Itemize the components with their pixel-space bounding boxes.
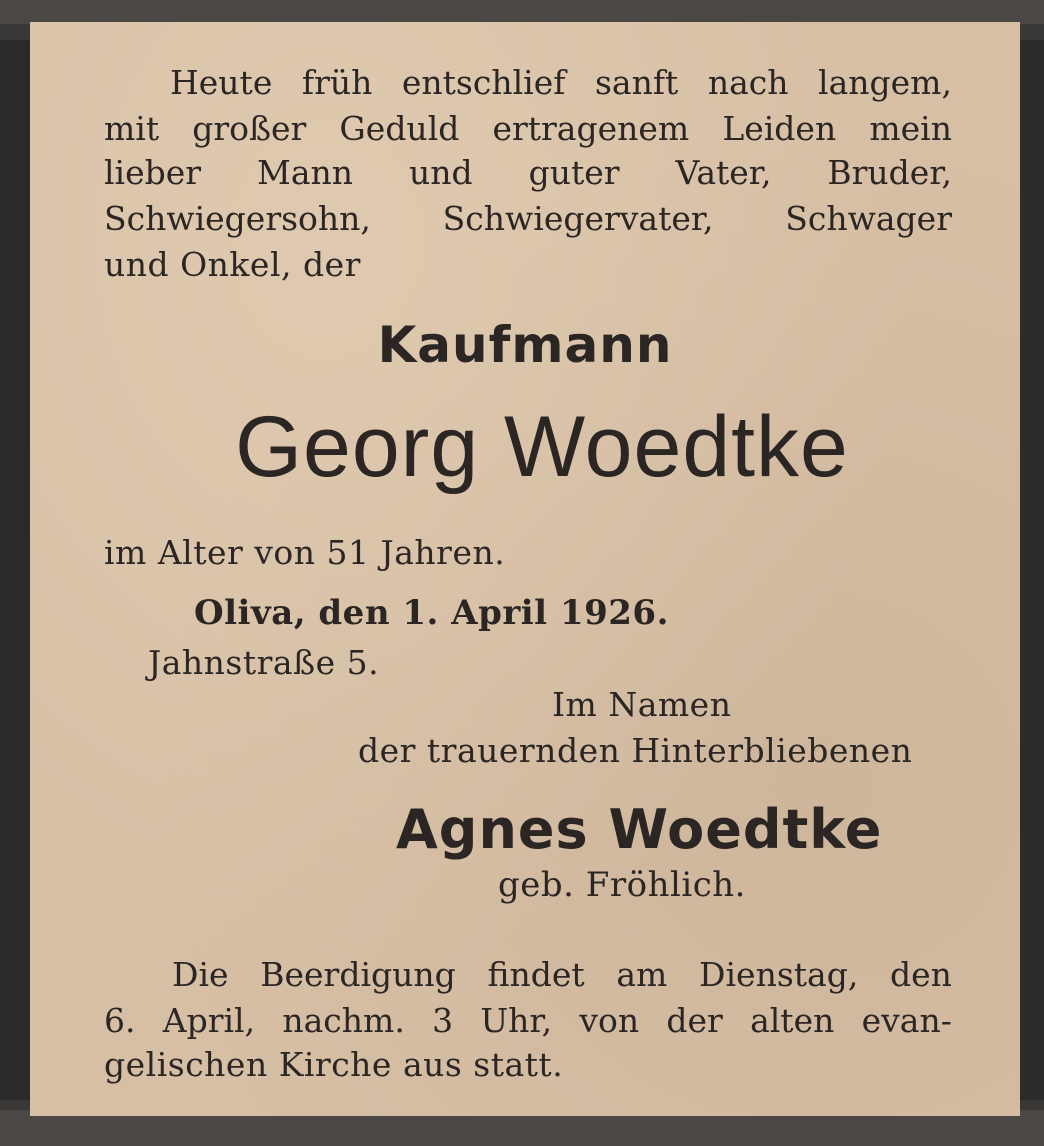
scan-border-top: [0, 0, 1044, 24]
deceased-name: Georg Woedtke: [235, 399, 849, 495]
signer-maiden-name: geb. Fröhlich.: [498, 865, 746, 905]
funeral-line-1: Die Beerdigung findet am Dienstag, den: [172, 955, 952, 994]
profession-title: Kaufmann: [377, 316, 673, 374]
intro-line-1: Heute früh entschlief sanft nach langem,: [170, 63, 952, 102]
signer-name: Agnes Woedtke: [396, 798, 883, 861]
age-line: im Alter von 51 Jahren.: [104, 533, 506, 572]
on-behalf-line-1: Im Namen: [552, 685, 732, 724]
scan-border-left: [0, 40, 32, 1100]
on-behalf-line-2: der trauernden Hinterbliebenen: [358, 731, 913, 770]
intro-line-4: Schwiegersohn, Schwiegervater, Schwager: [104, 199, 952, 238]
intro-line-5: und Onkel, der: [104, 245, 361, 284]
intro-line-3: lieber Mann und guter Vater, Bruder,: [104, 153, 952, 192]
funeral-line-2: 6. April, nachm. 3 Uhr, von der alten evan-: [104, 1001, 952, 1040]
funeral-line-3: gelischen Kirche aus statt.: [104, 1045, 564, 1084]
place-date-line: Oliva, den 1. April 1926.: [194, 593, 669, 633]
address-line: Jahnstraße 5.: [148, 643, 380, 682]
intro-line-2: mit großer Geduld ertragenem Leiden mein: [104, 109, 952, 148]
